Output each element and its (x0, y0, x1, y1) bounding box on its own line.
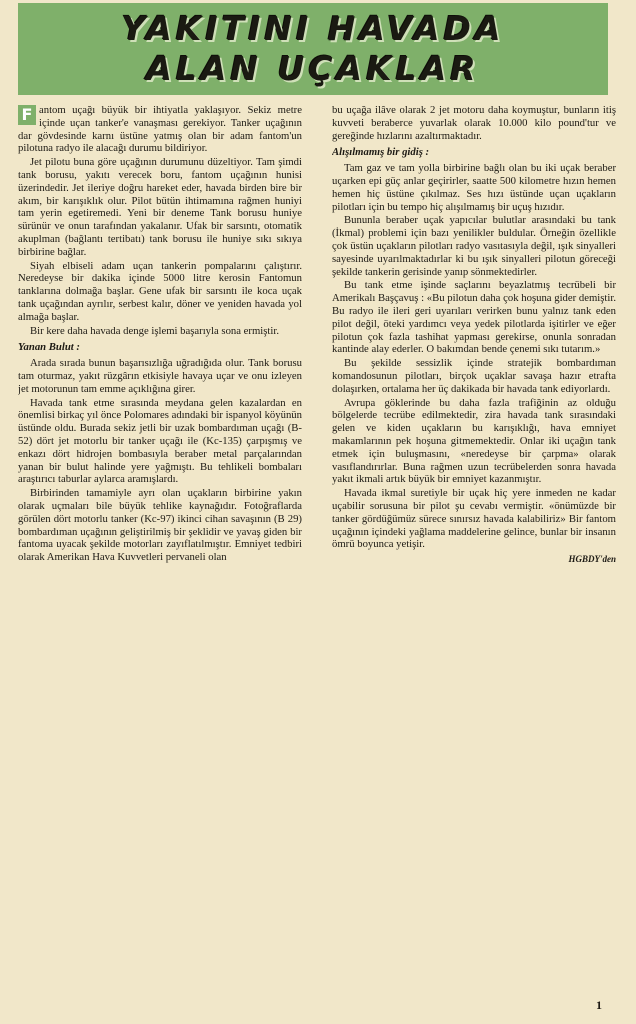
paragraph (332, 397, 616, 487)
paragraph (18, 156, 302, 258)
paragraph-text: Bununla beraber uçak yapıcılar bulutlar arasındaki bu tank (İkmal) problemi için bazı yenilikler buldular. Örneğin özellikle çok üstün uçakların pilotları radyo vasıtasıyla değil, ışık sinyalleri sayesinde uyarılmaktadırlar ki bu ışık sinyalleri pilotun göreceği şekilde tankerin gerisinde yanıp sönmektedirler. (332, 214, 616, 278)
paragraph-text: Birbirinden tamamiyle ayrı olan uçakların birbirine yakın olarak uçmaları bile büyük tehlike kaynağıdır. Fotoğraflarda görülen dört motorlu tanker (Kc-97) ikinci cihan savaşının (B 29) bombardıman uçağının geliştirilmiş bir şeklidir ve yavaş giden bir fantoma uyacak şekilde motorları zayıflatılmıştır. Emniyet tedbiri olarak Amerikan Hava Kuvvetleri pervaneli olan (18, 487, 302, 564)
paragraph-text: Havada ikmal suretiyle bir uçak hiç yere inmeden ne kadar uçabilir sorusuna bir pilot şu cevabı vermiştir. «önümüzde bir tanker gördüğümüz sürece sınırsız havada kalabiliriz» Bir fantom uçağının içindeki yağlama maddelerine gelince, bunlar bir insanın ömrü boyunca yetişir. (332, 487, 616, 551)
paragraph-text: Jet pilotu buna göre uçağının durumunu düzeltiyor. Tam şimdi tank borusu, yakıtı verecek boru, fantom uçağının hunisi üzerindedir. Jet ileriye doğru hareket eder, havada birden bire bir akım, bir karışıklık olur. Pilot bütün ihtimamına rağmen huniyi tam yerin egetiremedi. Yeni bir deneme Tank borusu huniye sürünür ve onun tarafından yakalanır. Ufak bir sarsıntı, otomatik akuplman (bağlantı tertibatı) tank borusu ile huniye sıkı sıkıya birbirine bağlar. (18, 156, 302, 258)
paragraph-text: Avrupa göklerinde bu daha fazla trafiğinin az olduğu bölgelerde tecrübe edilmektedir, zira havada tank sırasındaki gelen ve kiden uçakların bu karışıklığı, hava emniyet makamlarının pek hoşuna gitmemektedir. Onlar iki uçağın tank etmek için buluşmasını, «neredeyse bir çarpma» olarak vasıflandırırlar. Buna rağmen uzun tecrübelerden sonra havada yakıt ikmali artık büyük bir emniyet kazanmıştır. (332, 396, 616, 486)
drop-cap: F (18, 105, 36, 125)
paragraph (332, 487, 616, 551)
paragraph-text: Siyah elbiseli adam uçan tankerin pompalarını çalıştırır. Neredeyse bir dakika içinde 5000 litre kerosin Fantomun tanklarına dolmağa başlar. Gene ufak bir sarsıntı ile koca uçak tank uçağından ayrılır, serbest kalır, döner ve yeniden havada yol almağa başlar. (18, 259, 302, 323)
article-body (18, 104, 616, 976)
paragraph (332, 279, 616, 356)
paragraph (18, 397, 302, 487)
paragraph (18, 104, 302, 155)
title-line-1: YAKITINI HAVADA (121, 9, 505, 48)
paragraph-text: Alışılmamış bir gidiş : (332, 146, 430, 159)
paragraph (18, 487, 302, 564)
paragraph-text: antom uçağı büyük bir ihtiyatla yaklaşıyor. Sekiz metre içinde uçan tanker'e vanaşması gerekiyor. Tanker uçağının dar gövdesinde karnı üstüne yatmış olan bir adam fantom'un pilotuna radyo ile alacağı durumu bildiriyor. (18, 104, 302, 155)
paragraph (332, 357, 616, 395)
paragraph-text: bu uçağa ilâve olarak 2 jet motoru daha koymuştur, bunların itiş kuvveti beraberce yuvarlak olarak 10.000 kilo pound'tur ve gereğinde hızlarını azaltırmaktadır. (332, 104, 616, 142)
paragraph (18, 357, 302, 395)
paragraph-text: Yanan Bulut : (18, 341, 80, 354)
paragraph-text: Bir kere daha havada denge işlemi başarıyla sona ermiştir. (30, 324, 279, 337)
paragraph-text: Tam gaz ve tam yolla birbirine bağlı olan bu iki uçak beraber uçarken epi güç anlar geçirirler, saatte 500 kilometre hızın hemen hemen hiç üstüne çıkılmaz. Ses hızı üstünde uçan uçakların pilotları için bu tempo hiç alışılmamış bir uçuş hızıdır. (332, 162, 616, 213)
paragraph-text: Arada sırada bunun başarısızlığa uğradığıda olur. Tank borusu tam oturmaz, yakıt rüzgârın etkisiyle havaya uçar ve onu izleyen jet motorunun tam emme açıklığına girer. (18, 357, 302, 395)
section-heading (332, 146, 616, 159)
paragraph (332, 162, 616, 213)
left-column (18, 104, 302, 976)
section-heading (18, 341, 302, 354)
paragraph (18, 325, 302, 338)
title-banner (18, 3, 608, 95)
page-number: 1 (596, 998, 602, 1012)
paragraph (18, 260, 302, 324)
paragraph-text: Bu tank etme işinde saçlarını beyazlatmış tecrübeli bir Amerikalı Başçavuş : «Bu pilotun daha çok hoşuna gider demiştir. Bu radyo ile ileri geri uyarıları verirken bunu yalnız tank eden pilot değil, öteki yardımcı veya yedek pilotlarda işitirler ve eğer pilotun çok fazla tashihat yapması gerekirse, onunla sonradan kantinde alay ederler. O bakımdan bende çenemi sıkı tutarım.» (332, 279, 616, 356)
title-line-2: ALAN UÇAKLAR (146, 49, 480, 88)
paragraph (332, 104, 616, 142)
right-column (332, 104, 616, 976)
paragraph (332, 214, 616, 278)
author-signature: HGBDY'den (568, 554, 616, 565)
paragraph-text: Havada tank etme sırasında meydana gelen kazalardan en önemlisi birkaç yıl önce Polomares adındaki bir ispanyol köyünün üstünde oldu. Burada sekiz jetli bir uzak bombardıman uçağı (B-52) dört jet motorlu bir tanker uçağı ile (Kc-135) çarpışmış ve enkazı dört hidrojen bombasıyla beraber metal parçalarından yanan bir bulut halinde yere yağmıştı. Bu tehlikeli bombaları araştırıcı taburlar aylarca aramışlardı. (18, 396, 302, 486)
paragraph-text: Bu şekilde sessizlik içinde stratejik bombardıman komandosunun pilotları, birçok uçaklar savaşa hazır etrafta dolaşırken, ortalama her üç dakikada bir havada tank ediyorlardı. (332, 357, 616, 395)
